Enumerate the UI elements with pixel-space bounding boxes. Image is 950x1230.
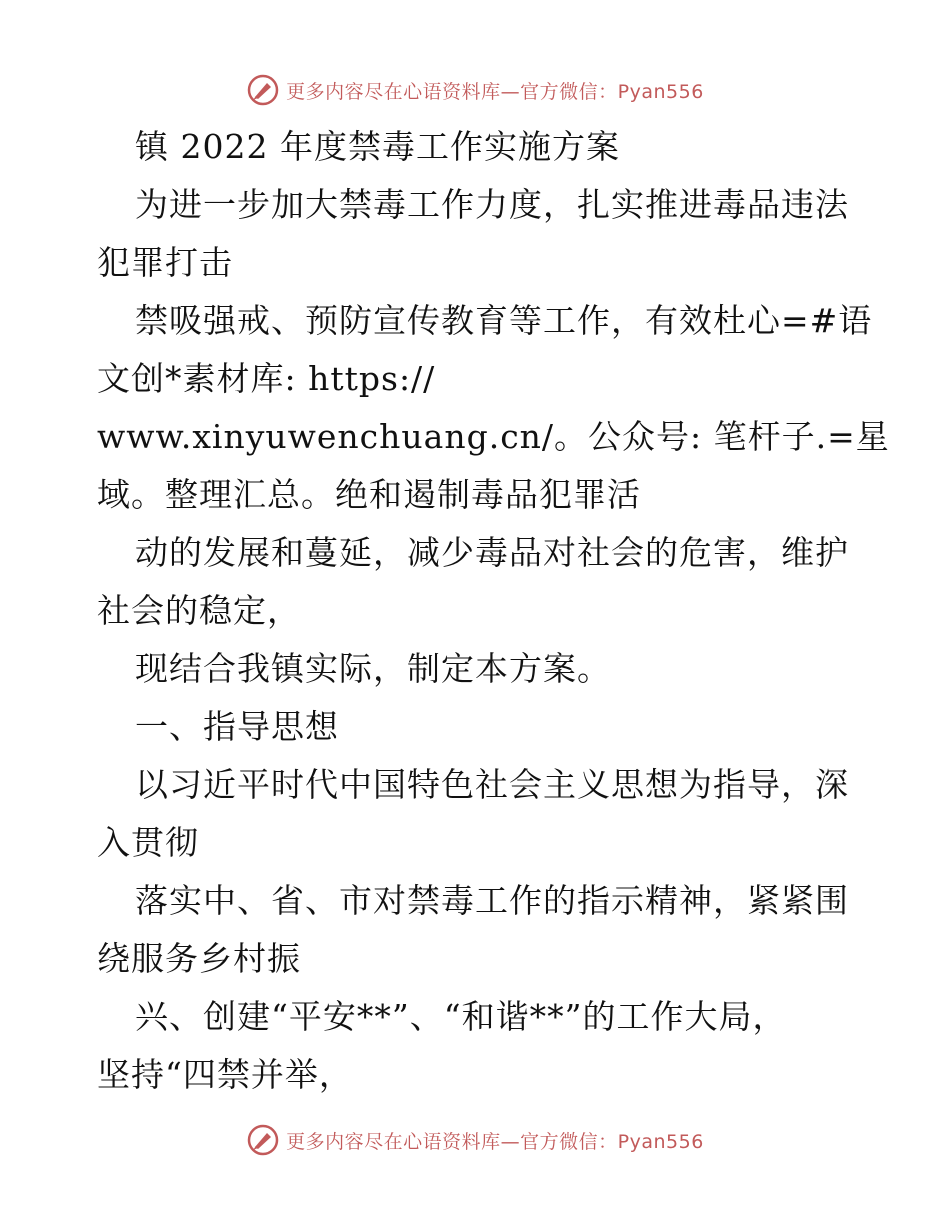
paragraph-line: 犯罪打击 xyxy=(97,243,233,282)
document-body xyxy=(97,118,890,1104)
paragraph-line: 为进一步加大禁毒工作力度，扎实推进毒品违法 xyxy=(135,185,849,224)
watermark-banner-bottom xyxy=(0,1120,950,1160)
paragraph-line: 动的发展和蔓延，减少毒品对社会的危害，维护 xyxy=(135,533,849,572)
pen-nib-circle-icon xyxy=(246,73,280,107)
paragraph-line: www.xinyuwenchuang.cn/。公众号: 笔杆子.=星 xyxy=(97,417,890,456)
paragraph-line: 社会的稳定， xyxy=(97,591,301,630)
watermark-banner-top xyxy=(0,70,950,110)
paragraph-line: 禁吸强戒、预防宣传教育等工作，有效杜心=#语 xyxy=(135,301,873,340)
paragraph-line: 入贯彻 xyxy=(97,823,199,862)
paragraph-line: 兴、创建“平安**”、“和谐**”的工作大局， xyxy=(135,997,787,1036)
paragraph-line: 文创*素材库: https:// xyxy=(97,359,436,398)
paragraph-line: 落实中、省、市对禁毒工作的指示精神，紧紧围 xyxy=(135,881,849,920)
paragraph-line: 坚持“四禁并举， xyxy=(97,1055,353,1094)
paragraph-line: 绕服务乡村振 xyxy=(97,939,301,978)
watermark-text: 更多内容尽在心语资料库—官方微信：Pyan556 xyxy=(286,80,704,103)
paragraph-line: 域。整理汇总。绝和遏制毒品犯罪活 xyxy=(97,475,641,514)
document-title: 镇 2022 年度禁毒工作实施方案 xyxy=(135,127,620,166)
paragraph-line: 以习近平时代中国特色社会主义思想为指导，深 xyxy=(135,765,849,804)
paragraph-line: 现结合我镇实际，制定本方案。 xyxy=(135,649,611,688)
section-heading: 一、指导思想 xyxy=(135,707,339,746)
watermark-text: 更多内容尽在心语资料库—官方微信：Pyan556 xyxy=(286,1130,704,1153)
pen-nib-circle-icon xyxy=(246,1123,280,1157)
